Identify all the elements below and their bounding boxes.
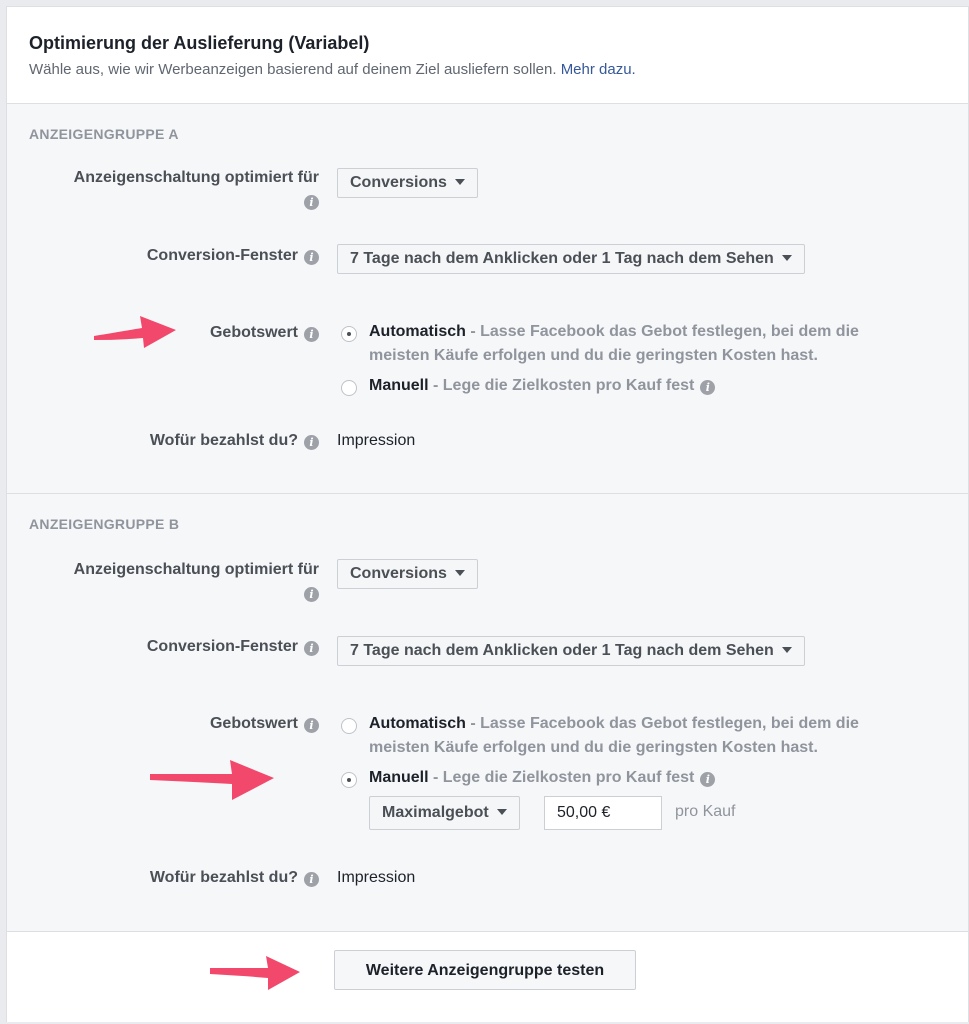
bid-manual-option: Manuell - Lege die Zielkosten pro Kauf fest i xyxy=(369,374,715,398)
pay-for-label: Wofür bezahlst du? i xyxy=(29,866,319,889)
learn-more-link[interactable]: Mehr dazu. xyxy=(560,61,636,78)
optimize-for-label: Anzeigenschaltung optimiert für i xyxy=(73,561,319,601)
info-icon[interactable]: i xyxy=(304,435,319,450)
bid-amount-input[interactable]: 50,00 € xyxy=(544,796,662,830)
bid-label: Gebotswert i xyxy=(29,712,319,735)
red-arrow-annotation-icon xyxy=(146,752,278,804)
bid-automatic-option: Automatisch - Lasse Facebook das Gebot festlegen, bei dem die meisten Käufe erfolgen und du die geringsten Kosten hast. xyxy=(369,323,859,364)
caret-down-icon xyxy=(497,809,507,815)
bid-label: Gebotswert i xyxy=(29,321,319,344)
ad-group-b-title: ANZEIGENGRUPPE B xyxy=(29,516,180,532)
bid-automatic-radio[interactable] xyxy=(341,718,357,734)
info-icon[interactable]: i xyxy=(700,772,715,787)
optimize-for-dropdown[interactable]: Conversions xyxy=(337,168,478,198)
bid-manual-radio[interactable] xyxy=(341,380,357,396)
bid-automatic-option: Automatisch - Lasse Facebook das Gebot festlegen, bei dem die meisten Käufe erfolgen und du die geringsten Kosten hast. xyxy=(369,715,859,756)
pay-for-value: Impression xyxy=(337,869,416,886)
pay-for-label: Wofür bezahlst du? i xyxy=(29,429,319,452)
info-icon[interactable]: i xyxy=(304,250,319,265)
bid-automatic-radio[interactable] xyxy=(341,326,357,342)
bid-manual-option: Manuell - Lege die Zielkosten pro Kauf fest i xyxy=(369,766,715,790)
conversion-window-label: Conversion-Fenster i xyxy=(29,635,319,658)
red-arrow-annotation-icon xyxy=(90,308,180,352)
info-icon[interactable]: i xyxy=(304,872,319,887)
optimize-for-label: Anzeigenschaltung optimiert für i xyxy=(73,169,319,209)
ad-group-b-section xyxy=(7,494,968,932)
page-title: Optimierung der Auslieferung (Variabel) xyxy=(29,33,370,53)
info-icon[interactable]: i xyxy=(304,587,319,602)
delivery-optimization-card xyxy=(6,6,969,1022)
card-header xyxy=(7,7,968,104)
conversion-window-dropdown[interactable]: 7 Tage nach dem Anklicken oder 1 Tag nach dem Sehen xyxy=(337,244,805,274)
conversion-window-label: Conversion-Fenster i xyxy=(29,244,319,267)
max-bid-dropdown[interactable]: Maximalgebot xyxy=(369,796,520,830)
test-another-ad-group-button[interactable]: Weitere Anzeigengruppe testen xyxy=(334,950,636,990)
subtitle-text: Wähle aus, wie wir Werbeanzeigen basierend auf deinem Ziel ausliefern sollen. xyxy=(29,61,557,78)
conversion-window-dropdown[interactable]: 7 Tage nach dem Anklicken oder 1 Tag nach dem Sehen xyxy=(337,636,805,666)
red-arrow-annotation-icon xyxy=(206,950,304,994)
info-icon[interactable]: i xyxy=(304,195,319,210)
ad-group-a-section xyxy=(7,104,968,494)
ad-group-a-title: ANZEIGENGRUPPE A xyxy=(29,126,179,142)
info-icon[interactable]: i xyxy=(700,380,715,395)
info-icon[interactable]: i xyxy=(304,718,319,733)
info-icon[interactable]: i xyxy=(304,641,319,656)
caret-down-icon xyxy=(455,179,465,185)
caret-down-icon xyxy=(455,570,465,576)
optimize-for-dropdown[interactable]: Conversions xyxy=(337,559,478,589)
caret-down-icon xyxy=(782,255,792,261)
info-icon[interactable]: i xyxy=(304,327,319,342)
pay-for-value: Impression xyxy=(337,432,416,449)
per-purchase-text: pro Kauf xyxy=(675,803,736,820)
bid-manual-radio[interactable] xyxy=(341,772,357,788)
caret-down-icon xyxy=(782,647,792,653)
page-subtitle xyxy=(29,61,636,78)
